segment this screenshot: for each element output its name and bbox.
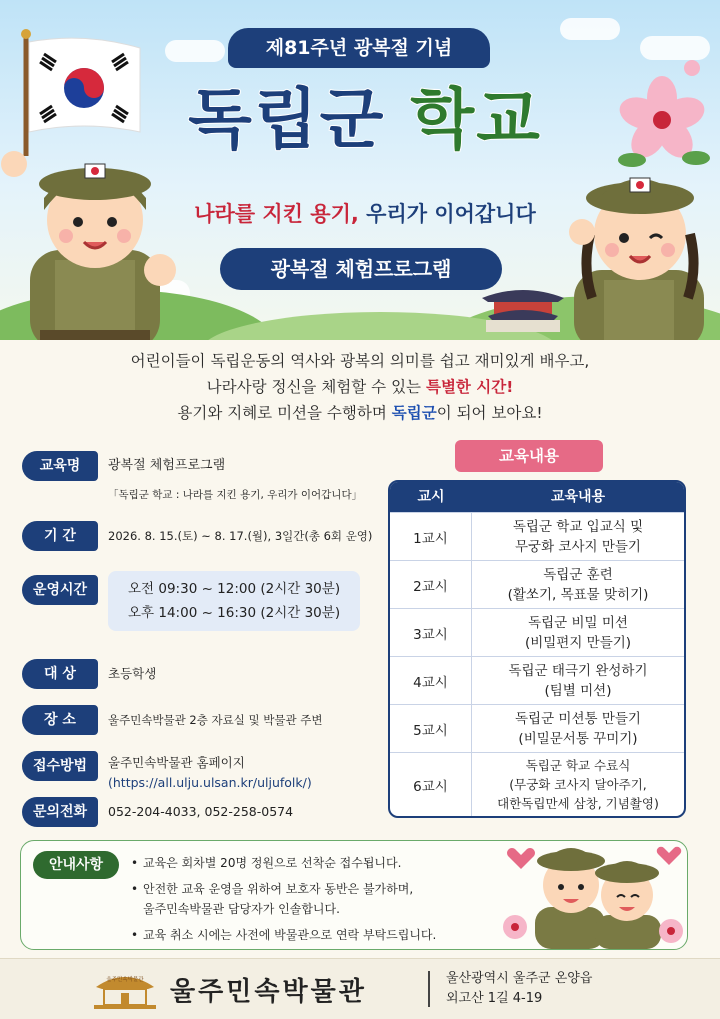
saluting-children-character-icon [491, 827, 687, 949]
notice-item [131, 879, 436, 919]
soldier-boy-character-icon [0, 140, 190, 340]
cloud-shape [560, 18, 620, 40]
notice-item-text: • 안전한 교육 운영을 위하여 보호자 동반은 불가하며, [143, 882, 414, 896]
period-value: 2026. 8. 15.(토) ~ 8. 17.(월), 3일간(총 6회 운영) [108, 529, 373, 543]
edu-name-value: 광복절 체험프로그램 [108, 458, 226, 473]
period-cell: 5교시 [390, 705, 472, 752]
target-value: 초등학생 [108, 666, 157, 681]
content-cell: 독립군 비밀 미션 (비밀편지 만들기) [524, 614, 632, 651]
intro-line3-highlight: 독립군 [391, 404, 437, 422]
table-row [390, 704, 684, 752]
table-row [390, 752, 684, 816]
target-label: 대 상 [22, 659, 98, 689]
notice-item-text: 교육 취소 시에는 사전에 박물관으로 연락 부탁드립니다. [143, 928, 437, 942]
intro-line2 [60, 374, 660, 400]
content-cell: 독립군 태극기 완성하기 (팀별 미션) [508, 662, 648, 699]
hero-banner [0, 0, 720, 340]
table-row [390, 608, 684, 656]
cloud-shape [165, 40, 225, 62]
edu-name-sub: 「독립군 학교 : 나라를 지킨 용기, 우리가 이어갑니다」 [108, 489, 363, 501]
title-part2: 학교 [410, 81, 542, 158]
contact-value: 052-204-4033, 052-258-0574 [108, 804, 294, 819]
mugunghwa-flower-icon [612, 60, 712, 170]
address [446, 969, 646, 1009]
period-cell: 2교시 [390, 561, 472, 608]
period-cell: 3교시 [390, 609, 472, 656]
col-period-header: 교시 [417, 489, 445, 505]
hours-am: 오전 09:30 ~ 12:00 (2시간 30분) [128, 581, 341, 597]
hours-pm: 오후 14:00 ~ 16:30 (2시간 30분) [128, 605, 341, 621]
table-row [390, 656, 684, 704]
intro-text [60, 348, 660, 426]
hours-box [108, 571, 360, 631]
col-content-header: 교육내용 [550, 489, 606, 505]
apply-value: 울주민속박물관 홈페이지 [108, 755, 245, 770]
table-row [390, 512, 684, 560]
curriculum-table [388, 480, 686, 818]
notice-label: 안내사항 [33, 851, 119, 879]
subtitle-part1: 나라를 지킨 용기, [194, 202, 359, 226]
content-cell: 독립군 학교 입교식 및 무궁화 코사지 만들기 [512, 518, 644, 555]
notice-item [131, 925, 436, 945]
page-title [140, 72, 590, 168]
anniversary-badge: 제81주년 광복절 기념 [228, 28, 490, 68]
address-line1: 울산광역시 울주군 온양읍 [446, 971, 593, 986]
footer-divider [428, 971, 430, 1007]
notice-box [20, 840, 688, 950]
period-cell: 4교시 [390, 657, 472, 704]
notice-item-text: 교육은 회차별 20명 정원으로 선착순 접수됩니다. [143, 856, 402, 870]
korean-flag-icon [14, 28, 144, 158]
subtitle-part2: 우리가 이어갑니다 [366, 202, 536, 226]
title-part1: 독립군 [188, 81, 386, 158]
subtitle [150, 198, 580, 228]
place-label: 장 소 [22, 705, 98, 735]
period-label: 기 간 [22, 521, 98, 551]
contact-label: 문의전화 [22, 797, 98, 827]
intro-line2-highlight: 특별한 시간! [425, 378, 514, 396]
museum-name: 울주민속박물관 [170, 977, 367, 1007]
period-cell: 1교시 [390, 513, 472, 560]
place-value: 울주민속박물관 2층 자료실 및 박물관 주변 [108, 713, 323, 727]
cloud-shape [640, 36, 710, 60]
edu-name-label: 교육명 [22, 451, 98, 481]
curriculum-header [390, 482, 684, 512]
notice-list [131, 853, 436, 951]
content-cell: 독립군 훈련 (활쏘기, 목표물 맞히기) [507, 566, 649, 603]
notice-item [131, 853, 436, 873]
museum-logo-icon [92, 967, 158, 1011]
hours-label: 운영시간 [22, 575, 98, 605]
apply-url-link[interactable]: (https://all.ulju.ulsan.kr/uljufolk/) [108, 775, 312, 790]
address-line2: 외고산 1길 4-19 [446, 991, 543, 1006]
intro-line1: 어린이들이 독립운동의 역사와 광복의 의미를 쉽고 재미있게 배우고, [130, 352, 590, 370]
footer [0, 958, 720, 1019]
program-pill: 광복절 체험프로그램 [220, 248, 502, 290]
period-cell: 6교시 [390, 753, 472, 816]
intro-line3 [60, 400, 660, 426]
content-cell: 독립군 미션통 만들기 (비밀문서통 꾸미기) [515, 710, 641, 747]
apply-label: 접수방법 [22, 751, 98, 781]
table-row [390, 560, 684, 608]
curriculum-ribbon: 교육내용 [455, 440, 603, 472]
intro-line3-suffix: 이 되어 보아요! [436, 404, 543, 422]
notice-item-text: 울주민속박물관 담당자가 인솔합니다. [143, 902, 340, 916]
logo-text: 울주민속박물관 [106, 977, 144, 983]
soldier-girl-character-icon [552, 158, 720, 340]
content-cell: 독립군 학교 수료식 (무궁화 코사지 달아주기, 대한독립만세 삼창, 기념촬영) [497, 758, 659, 811]
intro-line2-text: 나라사랑 정신을 체험할 수 있는 [206, 378, 422, 396]
intro-line3-text: 용기와 지혜로 미션을 수행하며 [177, 404, 387, 422]
